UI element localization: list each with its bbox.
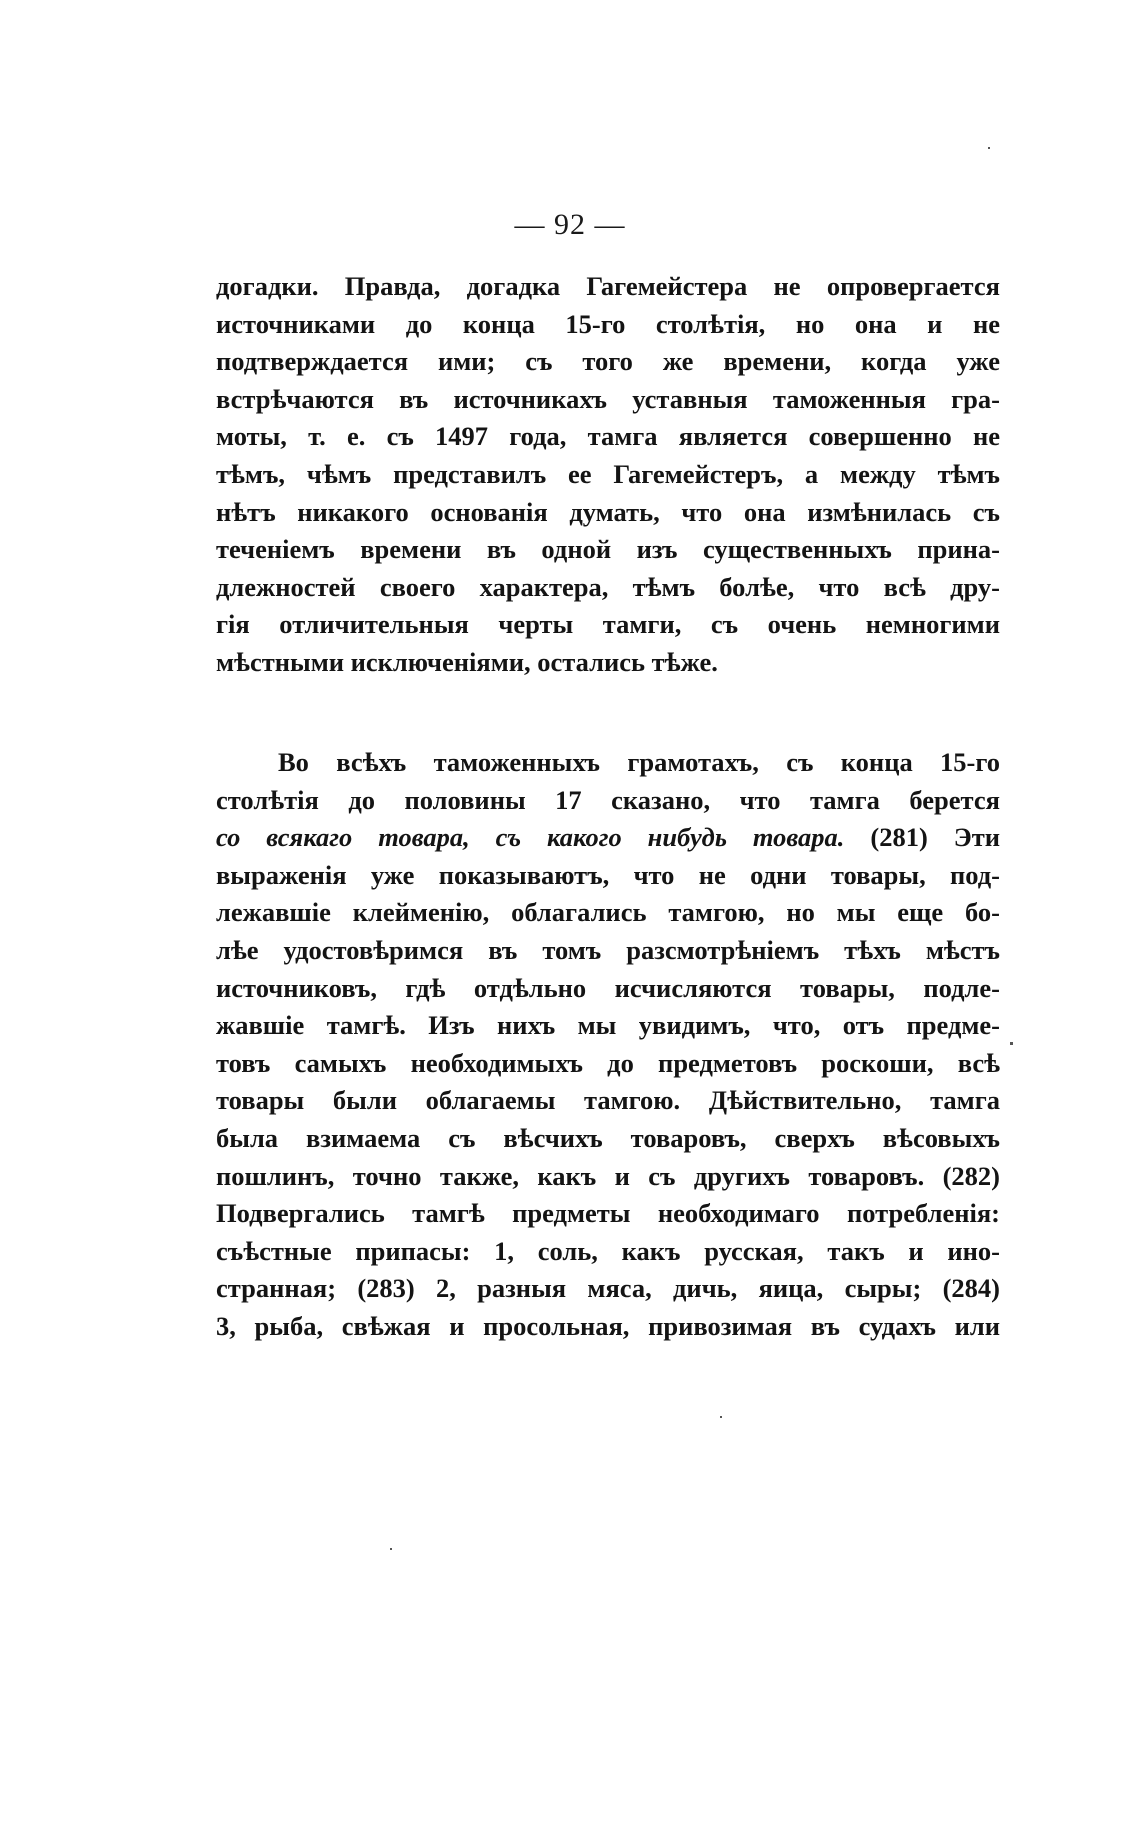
text-line: мѣстными исключеніями, остались тѣже. [216, 646, 718, 677]
paragraph-1 [216, 268, 1000, 682]
text-line: выраженія уже показываютъ, что не одни товары, под- [216, 859, 1000, 890]
text-line: встрѣчаются въ источникахъ уставныя таможенныя гра- [216, 383, 1000, 414]
text-line: жавшіе тамгѣ. Изъ нихъ мы увидимъ, что, отъ предме- [216, 1010, 1000, 1041]
text-line: моты, т. е. съ 1497 года, тамга является совершенно не [216, 421, 1000, 452]
reference-text: (281) Эти [844, 822, 1000, 853]
text-line: товары были облагаемы тамгою. Дѣйствительно, тамга [216, 1085, 1000, 1116]
text-line: была взимаема съ вѣсчихъ товаровъ, сверхъ вѣсовыхъ [216, 1122, 1000, 1153]
text-line: Подвергались тамгѣ предметы необходимаго потребленія: [216, 1198, 1000, 1229]
text-line: товъ самыхъ необходимыхъ до предметовъ роскоши, всѣ [216, 1047, 1000, 1078]
text-line: лѣе удостовѣримся въ томъ разсмотрѣніемъ тѣхъ мѣстъ [216, 934, 1000, 965]
text-line: источниковъ, гдѣ отдѣльно исчисляются товары, подле- [216, 972, 1000, 1003]
text-line-mixed [216, 819, 1000, 857]
scan-speck [1010, 1042, 1013, 1045]
paragraph-2 [216, 744, 1000, 1346]
text-line: догадки. Правда, догадка Гагемейстера не опровергается [216, 271, 1000, 301]
text-line: лежавшіе клейменію, облагались тамгою, но мы еще бо- [216, 897, 1000, 928]
text-line: съѣстные припасы: 1, соль, какъ русская, такъ и ино- [216, 1235, 1000, 1266]
text-line: 3, рыба, свѣжая и просольная, привозимая въ судахъ или [216, 1310, 1000, 1341]
text-line: Во всѣхъ таможенныхъ грамотахъ, съ конца 15-го [278, 747, 1000, 777]
text-line: теченіемъ времени въ одной изъ существенныхъ прина- [216, 534, 1000, 565]
scan-speck [988, 147, 990, 149]
text-line: странная; (283) 2, разныя мяса, дичь, яица, сыры; (284) [216, 1273, 1000, 1304]
text-line: тѣмъ, чѣмъ представилъ ее Гагемейстеръ, а между тѣмъ [216, 458, 1000, 489]
italic-quote: со всякаго товара, съ какого нибудь товара. [216, 822, 845, 853]
scan-speck [390, 1548, 392, 1550]
text-line: подтверждается ими; съ того же времени, когда уже [216, 346, 1000, 377]
text-line: столѣтія до половины 17 сказано, что тамга берется [216, 784, 1000, 815]
page-number: — 92 — [514, 208, 626, 241]
scan-speck [720, 1416, 722, 1418]
text-line: источниками до конца 15-го столѣтія, но она и не [216, 308, 1000, 339]
text-line: длежностей своего характера, тѣмъ болѣе, что всѣ дру- [216, 571, 1000, 602]
text-line: гія отличительныя черты тамги, съ очень немногими [216, 609, 1000, 640]
text-line: нѣтъ никакого основанія думать, что она измѣнилась съ [216, 496, 1000, 527]
text-line: пошлинъ, точно также, какъ и съ другихъ товаровъ. (282) [216, 1160, 1000, 1191]
